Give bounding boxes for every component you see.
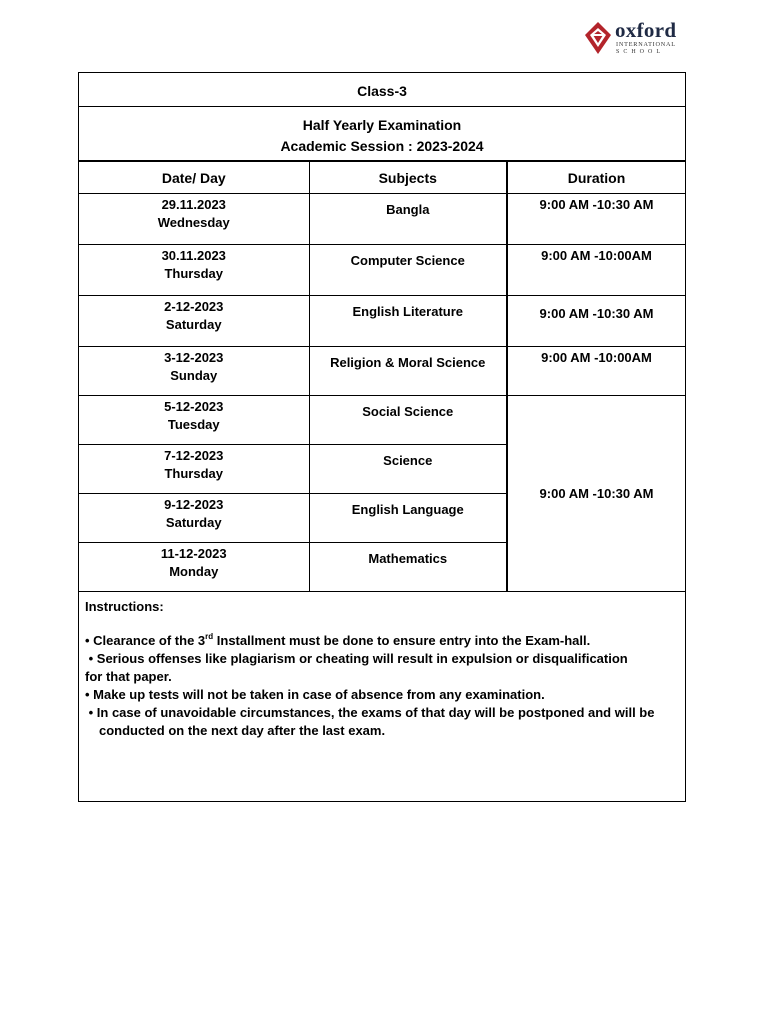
logo-subtitle-international: INTERNATIONAL: [616, 41, 676, 48]
date-cell: [79, 194, 309, 245]
academic-session: Academic Session : 2023-2024: [280, 138, 484, 154]
exam-date: 11-12-2023: [160, 546, 227, 561]
date-cell: [79, 494, 309, 543]
duration-cell: 9:00 AM -10:30 AM: [507, 296, 685, 347]
exam-date: 3-12-2023: [164, 350, 224, 365]
exam-schedule-table: [79, 161, 685, 592]
date-cell: [79, 396, 309, 445]
table-row: [79, 194, 685, 245]
date-cell: [79, 245, 309, 296]
instruction-item-installment: [85, 632, 679, 650]
exam-routine-sheet: [78, 72, 686, 802]
exam-date: 29.11.2023: [161, 197, 226, 212]
duration-cell: 9:00 AM -10:30 AM: [507, 194, 685, 245]
instruction-item-offenses-cont: for that paper.: [85, 669, 172, 684]
duration-cell: 9:00 AM -10:00AM: [507, 347, 685, 396]
subject-cell: Bangla: [309, 194, 507, 245]
exam-day: Sunday: [170, 368, 218, 383]
school-logo: [583, 18, 683, 58]
date-cell: [79, 543, 309, 592]
instruction-text: • Clearance of the 3: [85, 633, 206, 648]
exam-date: 2-12-2023: [164, 299, 224, 314]
instruction-item-makeup: • Make up tests will not be taken in case of absence from any examination.: [85, 687, 545, 702]
exam-day: Tuesday: [167, 417, 220, 432]
logo-subtitle-school: SCHOOL: [616, 49, 665, 55]
table-header-row: [79, 162, 685, 194]
instruction-item-offenses: • Serious offenses like plagiarism or cheating will result in expulsion or disqualification: [85, 651, 628, 666]
table-row: [79, 347, 685, 396]
exam-date: 7-12-2023: [164, 448, 224, 463]
date-cell: [79, 296, 309, 347]
table-row: [79, 296, 685, 347]
instruction-text: Installment must be done to ensure entry into the Exam-hall.: [213, 633, 591, 648]
subject-cell: Science: [309, 445, 507, 494]
exam-day: Saturday: [165, 515, 222, 530]
duration-cell: 9:00 AM -10:00AM: [507, 245, 685, 296]
exam-day: Saturday: [165, 317, 222, 332]
exam-day: Thursday: [164, 266, 223, 281]
exam-date: 30.11.2023: [161, 248, 226, 263]
subject-cell: Computer Science: [309, 245, 507, 296]
subject-cell: English Literature: [309, 296, 507, 347]
exam-day: Wednesday: [157, 215, 230, 230]
exam-title: Half Yearly Examination: [302, 117, 462, 133]
exam-date: 9-12-2023: [164, 497, 224, 512]
instructions-title: Instructions:: [85, 599, 164, 614]
date-cell: [79, 445, 309, 494]
column-header-date: Date/ Day: [79, 162, 309, 194]
instructions-section: [79, 591, 685, 740]
exam-day: Thursday: [164, 466, 223, 481]
ordinal-superscript: rd: [205, 632, 214, 641]
school-crest-icon: [583, 20, 613, 56]
date-cell: [79, 347, 309, 396]
table-row: [79, 396, 685, 445]
logo-wordmark: oxford: [615, 18, 677, 42]
subject-cell: English Language: [309, 494, 507, 543]
exam-header: [79, 107, 685, 161]
merged-duration-cell: 9:00 AM -10:30 AM: [507, 396, 685, 592]
instruction-item-postpone-cont: conducted on the next day after the last exam.: [99, 723, 386, 738]
exam-date: 5-12-2023: [164, 399, 224, 414]
instruction-item-postpone: • In case of unavoidable circumstances, the exams of that day will be postponed and will be: [85, 705, 655, 720]
subject-cell: Social Science: [309, 396, 507, 445]
column-header-subjects: Subjects: [309, 162, 507, 194]
exam-day: Monday: [169, 564, 219, 579]
subject-cell: Religion & Moral Science: [309, 347, 507, 396]
class-title: Class-3: [79, 73, 685, 107]
subject-cell: Mathematics: [309, 543, 507, 592]
column-header-duration: Duration: [507, 162, 685, 194]
table-row: [79, 245, 685, 296]
